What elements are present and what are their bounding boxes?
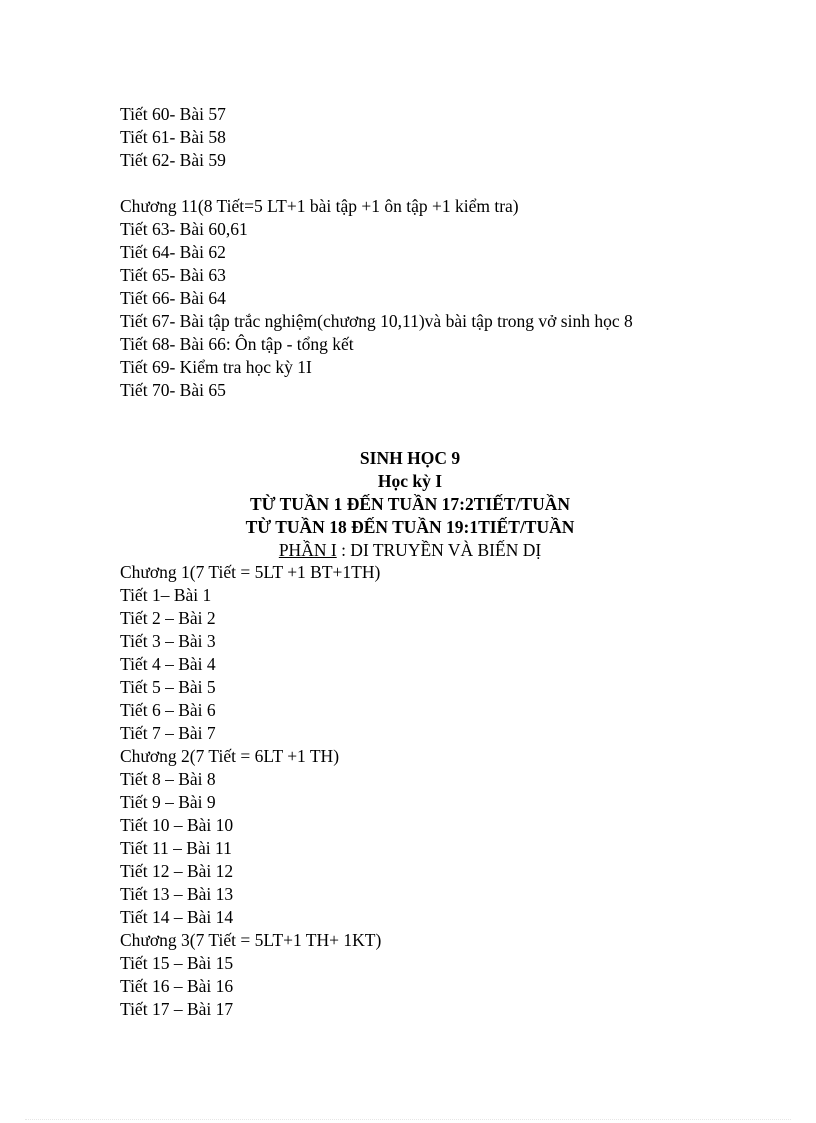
lesson-line: Tiết 9 – Bài 9 (120, 792, 216, 812)
lesson-line: Tiết 13 – Bài 13 (120, 884, 234, 904)
lesson-line: Tiết 6 – Bài 6 (120, 700, 216, 720)
chapter-heading: Chương 2(7 Tiết = 6LT +1 TH) (120, 746, 340, 766)
term-title: Học kỳ I (377, 471, 443, 491)
lesson-line: Tiết 16 – Bài 16 (120, 976, 234, 996)
page-bottom-divider (25, 1119, 791, 1120)
part-label: PHẦN I (278, 540, 337, 560)
lesson-line: Tiết 11 – Bài 11 (120, 838, 232, 858)
lesson-line: Tiết 1– Bài 1 (120, 585, 212, 605)
lesson-line: Tiết 64- Bài 62 (120, 242, 226, 262)
schedule-line-1: TỪ TUẦN 1 ĐẾN TUẦN 17:2TIẾT/TUẦN (249, 494, 571, 514)
lesson-line: Tiết 65- Bài 63 (120, 265, 226, 285)
part-title: : DI TRUYỀN VÀ BIẾN DỊ (336, 540, 542, 560)
part-heading (0, 539, 816, 562)
lesson-line: Tiết 2 – Bài 2 (120, 608, 216, 628)
lesson-line: Tiết 4 – Bài 4 (120, 654, 216, 674)
lesson-line: Tiết 61- Bài 58 (120, 127, 226, 147)
lesson-line: Tiết 15 – Bài 15 (120, 953, 234, 973)
chapter-heading: Chương 1(7 Tiết = 5LT +1 BT+1TH) (120, 562, 381, 582)
chapter-11-section (120, 195, 633, 402)
lesson-line: Tiết 60- Bài 57 (120, 104, 226, 124)
lesson-list-sinh9 (120, 561, 381, 1021)
lesson-line: Tiết 66- Bài 64 (120, 288, 226, 308)
subject-title: SINH HỌC 9 (359, 448, 461, 468)
lesson-line: Tiết 62- Bài 59 (120, 150, 226, 170)
lesson-line: Tiết 7 – Bài 7 (120, 723, 216, 743)
chapter-heading: Chương 3(7 Tiết = 5LT+1 TH+ 1KT) (120, 930, 382, 950)
lesson-line: Tiết 70- Bài 65 (120, 380, 226, 400)
lesson-line: Tiết 17 – Bài 17 (120, 999, 234, 1019)
lesson-list-top (120, 103, 226, 172)
lesson-line: Tiết 67- Bài tập trắc nghiệm(chương 10,11)và bài tập trong vở sinh học 8 (120, 311, 633, 331)
lesson-line: Tiết 5 – Bài 5 (120, 677, 216, 697)
lesson-line: Tiết 68- Bài 66: Ôn tập - tổng kết (120, 334, 354, 354)
sinh-hoc-9-header (0, 447, 816, 562)
lesson-line: Tiết 63- Bài 60,61 (120, 219, 248, 239)
lesson-line: Tiết 12 – Bài 12 (120, 861, 234, 881)
schedule-line-2: TỪ TUẦN 18 ĐẾN TUẦN 19:1TIẾT/TUẦN (245, 517, 575, 537)
chapter-heading: Chương 11(8 Tiết=5 LT+1 bài tập +1 ôn tập +1 kiểm tra) (120, 196, 519, 216)
lesson-line: Tiết 8 – Bài 8 (120, 769, 216, 789)
lesson-line: Tiết 69- Kiểm tra học kỳ 1I (120, 357, 312, 377)
lesson-line: Tiết 3 – Bài 3 (120, 631, 216, 651)
lesson-line: Tiết 14 – Bài 14 (120, 907, 234, 927)
lesson-line: Tiết 10 – Bài 10 (120, 815, 234, 835)
